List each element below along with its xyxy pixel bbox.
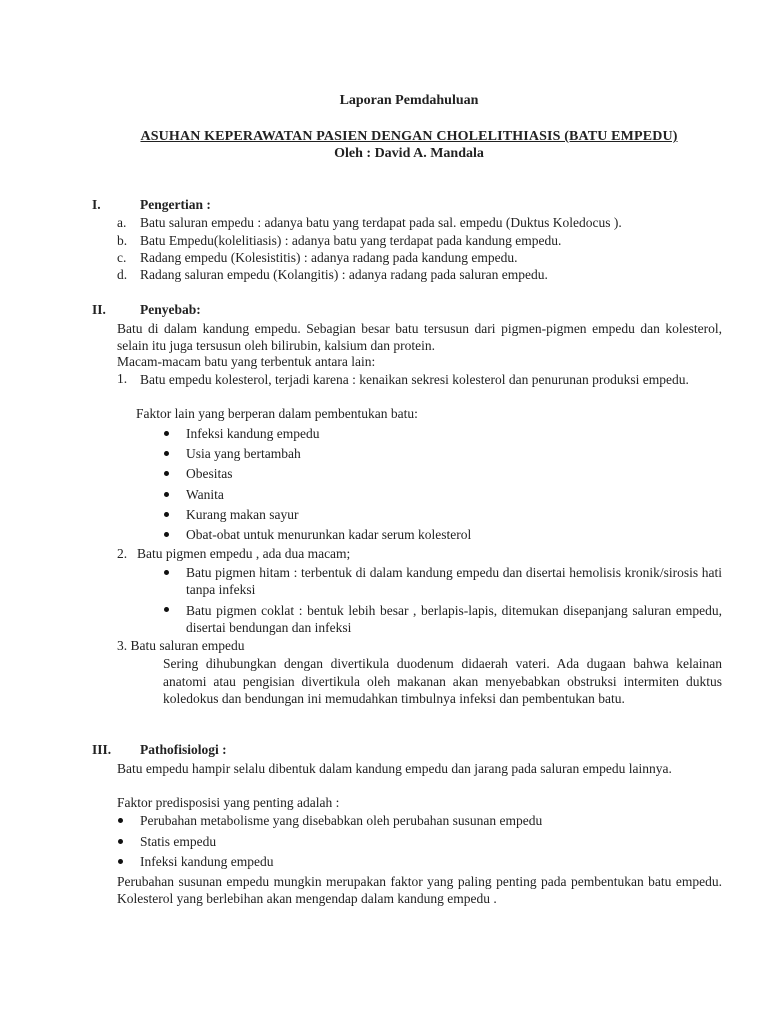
definition-a-letter: a. [117,215,127,230]
predisposing-factor-item: Perubahan metabolisme yang disebabkan oleh perubahan susunan empedu [140,813,543,828]
section-1-number: I. [92,197,101,212]
factor-item: Obesitas [186,466,233,481]
other-factors-intro: Faktor lain yang berperan dalam pembentukan batu: [136,406,418,421]
pigment-item: Batu pigmen coklat : bentuk lebih besar , berlapis-lapis, ditemukan disepanjang saluran empedu, disertai bendungan dan infeksi [186,603,722,635]
definition-a-text: Batu saluran empedu : adanya batu yang terdapat pada sal. empedu (Duktus Koledocus ). [140,215,622,230]
bullet-icon [164,607,169,612]
stone-type-2-text: Batu pigmen empedu , ada dua macam; [137,546,351,561]
bullet-icon [164,570,169,575]
factor-item: Obat-obat untuk menurunkan kadar serum kolesterol [186,527,472,542]
factor-item: Kurang makan sayur [186,507,299,522]
stone-type-2-number: 2. [117,546,128,561]
factor-item: Wanita [186,487,224,502]
section-2-title: Penyebab: [140,302,201,317]
predisposing-factor-item: Infeksi kandung empedu [140,854,274,869]
bullet-icon [164,492,169,497]
stone-type-3-text: 3. Batu saluran empedu [117,638,245,653]
pathophysiology-closing: Perubahan susunan empedu mungkin merupakan faktor yang paling penting pada pembentukan batu empedu. Kolesterol yang berlebihan akan mengendap dalam kandung empedu . [117,874,722,906]
definition-c-letter: c. [117,250,127,265]
stone-type-1-text: Batu empedu kolesterol, terjadi karena : kenaikan sekresi kolesterol dan penurunan produksi empedu. [140,372,689,387]
bullet-icon [118,818,123,823]
stone-type-1-number: 1. [117,371,128,386]
definition-d-letter: d. [117,267,128,282]
factor-item: Infeksi kandung empedu [186,426,320,441]
section-3-number: III. [92,742,112,757]
bullet-icon [118,839,123,844]
section-3-title: Pathofisiologi : [140,742,227,757]
bullet-icon [164,471,169,476]
section-2-number: II. [92,302,106,317]
bullet-icon [118,859,123,864]
definition-d-text: Radang saluran empedu (Kolangitis) : adanya radang pada saluran empedu. [140,267,548,282]
bullet-icon [164,512,169,517]
bullet-icon [164,431,169,436]
cause-intro-paragraph: Batu di dalam kandung empedu. Sebagian besar batu tersusun dari pigmen-pigmen empedu dan kolesterol, selain itu juga tersusun oleh bilirubin, kalsium dan protein. [117,321,722,353]
bullet-icon [164,451,169,456]
author-line: Oleh : David A. Mandala [334,146,484,161]
definition-c-text: Radang empedu (Kolesistitis) : adanya radang pada kandung empedu. [140,250,518,265]
predisposing-factor-item: Statis empedu [140,834,217,849]
pigment-item: Batu pigmen hitam : terbentuk di dalam kandung empedu dan disertai hemolisis kronik/sirosis hati tanpa infeksi [186,565,722,597]
bullet-icon [164,532,169,537]
section-1-title: Pengertian : [140,197,211,212]
stone-type-3-description: Sering dihubungkan dengan divertikula duodenum didaerah vateri. Ada dugaan bahwa kelainan anatomi atau pengisian divertikula oleh makanan akan menyebabkan obstruksi intermiten duktus koledokus dan bendungan ini memudahkan timbulnya infeksi dan pembentukan batu. [163,656,722,706]
definition-b-text: Batu Empedu(kolelitiasis) : adanya batu yang terdapat pada kandung empedu. [140,233,562,248]
definition-b-letter: b. [117,233,128,248]
main-title: ASUHAN KEPERAWATAN PASIEN DENGAN CHOLELITHIASIS (BATU EMPEDU) [140,129,678,144]
pathophysiology-intro: Batu empedu hampir selalu dibentuk dalam kandung empedu dan jarang pada saluran empedu lainnya. [117,761,672,776]
predisposing-factors-intro: Faktor predisposisi yang penting adalah : [117,795,340,810]
doc-title: Laporan Pemdahuluan [339,93,479,108]
stone-types-intro: Macam-macam batu yang terbentuk antara lain: [117,354,376,369]
factor-item: Usia yang bertambah [186,446,301,461]
